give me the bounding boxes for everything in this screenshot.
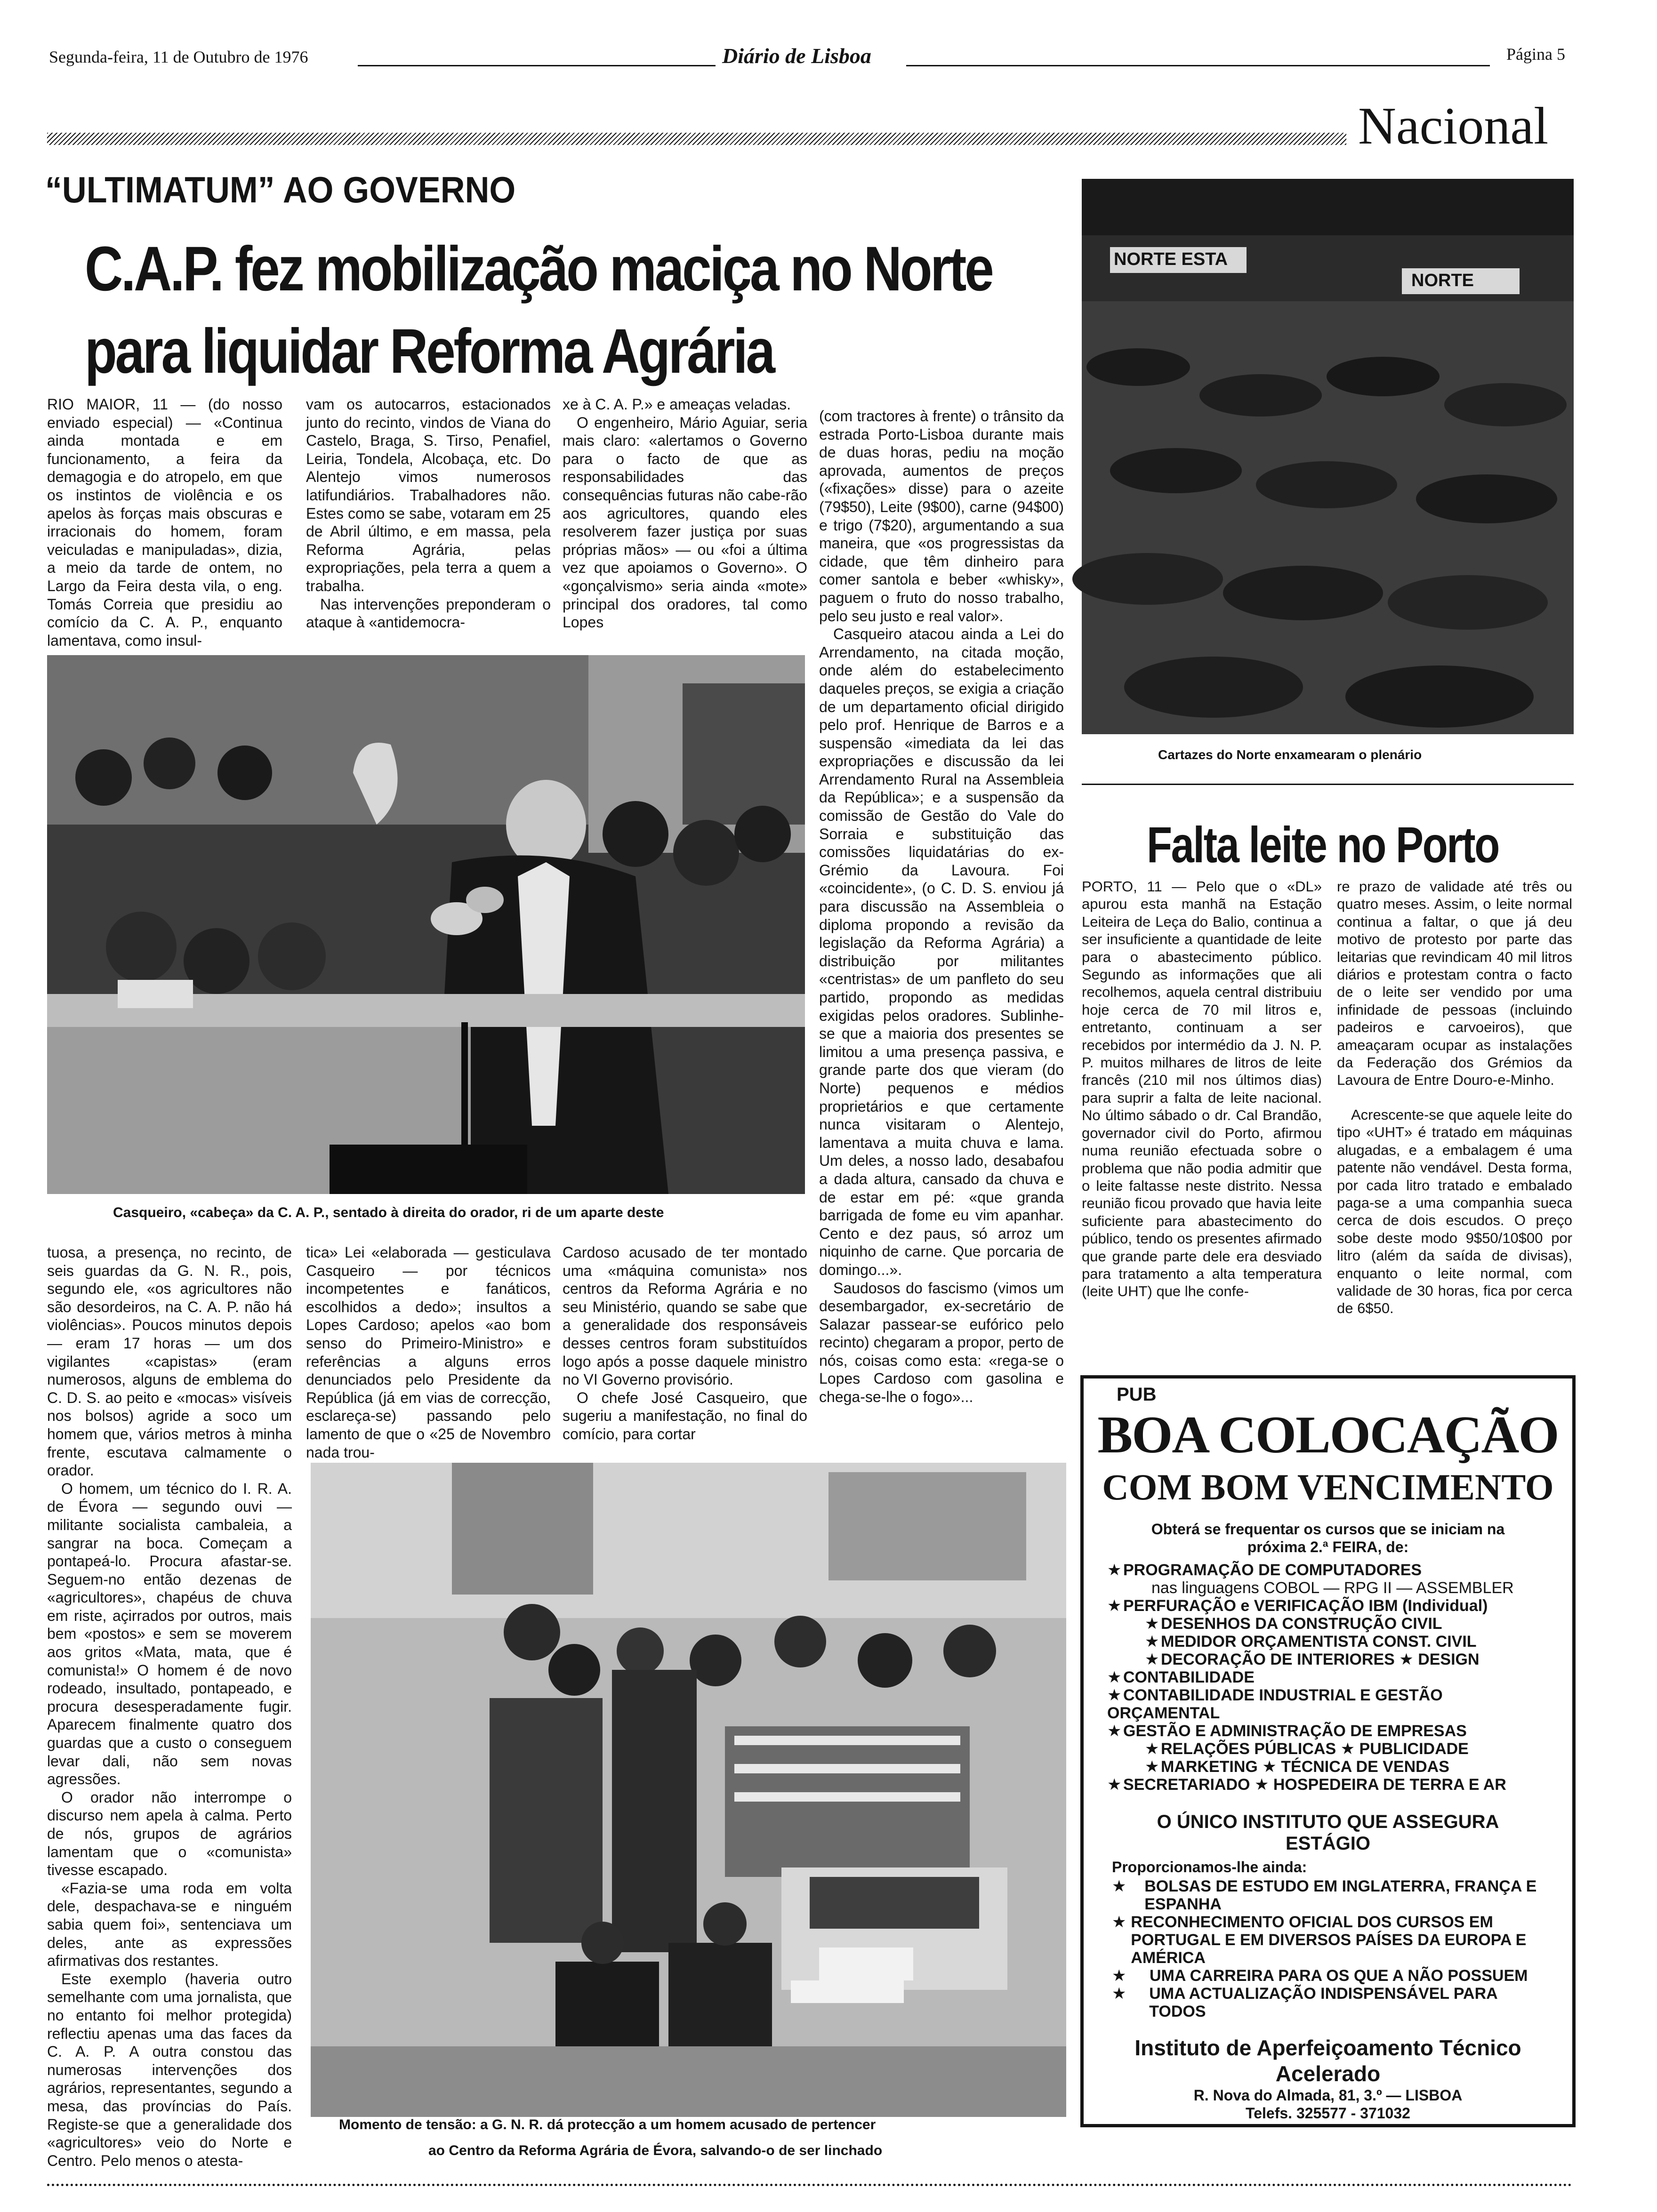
ad-course: ★ CONTABILIDADE <box>1107 1668 1255 1686</box>
paragraph: O homem, um técnico do I. R. A. de Évora — segundo ouvi — militante socialista cambaleia, a sangrar na boca. Começam a pontapeá-lo. Procura afastar-se. Seguem-no então dezenas de «agricultores», chapéus de chuva em riste, açirrados por outros, mais bem «postos» e sem se moverem aos gritos «Mata, mata, que é comunista!» O homem é de novo rodeado, insultado, pontapeado, e procura desesperadamente fugir. Aparecem finalmente quatro dos guardas que a custo o conseguem levar dali, não sem novas agressões. <box>47 1480 292 1788</box>
paragraph: vam os autocarros, estacionados junto do recinto, vindos de Viana do Castelo, Braga, S. Tirso, Penafiel, Leiria, Tondela, Alcobaça, etc. Do Alentejo vimos numerosos latifundiários. Trabalhadores não. Estes como se sabe, votaram em 25 de Abril último, e em massa, pela Reforma Agrária, pelas expropriações, pela terra a quem a trabalha. <box>306 396 551 594</box>
paragraph: Este exemplo (haveria outro semelhante com uma jornalista, que no entanto foi melhor protegida) reflectiu apenas uma das faces da C. A. P. A outra constou das numerosas intervenções dos agrários, representantes, segundo a mesa, das províncias do País. Registe-se que a generalidade dos «agricultores» veio do Norte e Centro. Pelo menos o atesta- <box>47 1970 292 2169</box>
ad-course: ★ DESENHOS DA CONSTRUÇÃO CIVIL <box>1145 1615 1442 1633</box>
article-column-7 <box>563 1243 807 1443</box>
article-column-6 <box>306 1243 551 1461</box>
kicker: “ULTIMATUM” AO GOVERNO <box>45 169 516 210</box>
headline-line-1: C.A.P. fez mobilização maciça no Norte <box>85 234 992 304</box>
milk-headline: Falta leite no Porto <box>1147 816 1499 873</box>
ad-title-line-1: BOA COLOCAÇÃO <box>1097 1406 1559 1464</box>
article-column-2 <box>306 395 551 647</box>
paragraph: Casqueiro atacou ainda a Lei do Arrendamento, na citada moção, onde além do estabelecimento daqueles preços, se exigia a criação de um departamento oficial dirigido pelo prof. Henrique de Barros e a suspensão «imediata da lei das expropriações e discussão da lei Arrendamento Rural na Assembleia da República»; e a suspensão da comissão de Gestão do Vale do Sorraia e substituição das comissões liquidatárias do ex-Grémio da Lavoura. Foi «coincidente», (o C. D. S. enviou já para discussão na Assembleia o diploma propondo a revisão da legislação da Reforma Agrária) a distribuição por militantes «centristas» de um panfleto do seu partido, propondo as medidas exigidas pelos oradores. Sublinhe-se que a maioria dos presentes se limitou a uma presença passiva, e grande parte dos que vieram (do Norte) pequenos e médios proprietários e que certamente nunca visitaram o Alentejo, lamentava a muita chuva e lama. Um deles, a nosso lado, desabafou a dada altura, cansado da chuva e de estar em pé: «que granda barrigada de fome eu vim apanhar. Cento e dez paus, só arroz um niquinho de carne. Que porcaria de domingo...». <box>819 625 1064 1278</box>
page-number: Página 5 <box>1506 45 1565 64</box>
ad-address: R. Nova do Almada, 81, 3.º — LISBOA <box>1193 2087 1463 2104</box>
article-column-3 <box>563 395 807 647</box>
ad-institute-line-1: Instituto de Aperfeiçoamento Técnico <box>1134 2036 1521 2060</box>
advertisement-box <box>1080 1375 1576 2127</box>
issue-date: Segunda-feira, 11 de Outubro de 1976 <box>49 48 308 66</box>
speaker-photo-illustration <box>47 655 805 1194</box>
ad-institute-line-2: Acelerado <box>1275 2061 1381 2086</box>
newspaper-name: Diário de Lisboa <box>722 44 871 68</box>
ad-course: ★ PROGRAMAÇÃO DE COMPUTADORES <box>1107 1561 1422 1579</box>
speaker-photo <box>47 655 805 1194</box>
banner-text-right: NORTE <box>1411 271 1474 290</box>
paragraph: O orador não interrompe o discurso nem apela à calma. Perto de nós, grupos de agrários lamentam que o «comunista» tivesse escapado. <box>47 1788 292 1879</box>
photo-caption-crowd: Cartazes do Norte enxamearam o plenário <box>1158 747 1422 762</box>
ad-course: nas linguagens COBOL — RPG II — ASSEMBLER <box>1151 1579 1514 1597</box>
paragraph: RIO MAIOR, 11 — (do nosso enviado especial) — «Continua ainda montada e em funcionamento, a feira da demagogia e do atropelo, em que os instintos de violência e os apelos às forças mais obscuras e irracionais do homem, foram veiculadas e manipuladas», dizia, a meio da tarde de ontem, no Largo da Feira desta vila, o eng. Tomás Correia que presidiu ao comício da C. A. P., enquanto lamentava, como insul- <box>47 396 282 649</box>
ad-intro-line-2: próxima 2.ª FEIRA, de: <box>1247 1539 1409 1555</box>
paragraph: Nas intervenções preponderam o ataque à «antidemocra- <box>306 595 551 631</box>
milk-column-1 <box>1082 878 1322 1348</box>
ad-course-list <box>1107 1561 1554 1794</box>
ad-unique-line-2: ESTÁGIO <box>1285 1833 1371 1854</box>
ad-phones: Telefs. 325577 - 371032 <box>1246 2105 1410 2122</box>
ad-extras-list <box>1112 1877 1554 2020</box>
rule-right-top <box>1082 784 1574 785</box>
footer-dotted-rule <box>47 2184 1572 2186</box>
masthead-rule-right <box>906 65 1490 66</box>
paragraph: Saudosos do fascismo (vimos um desembargador, ex-secretário de Salazar passear-se eufórico pelo recinto) chegaram a propor, perto de nós, coisas como esta: «rega-se o Lopes Cardoso com gasolina e chega-se-lhe o fogo»... <box>819 1279 1064 1406</box>
paragraph: xe à C. A. P.» e ameaças veladas. <box>563 396 791 413</box>
ad-course: ★ DECORAÇÃO DE INTERIORES ★ DESIGN <box>1145 1651 1480 1668</box>
section-hatch-bar <box>47 133 1346 145</box>
ad-course: ★ PERFURAÇÃO e VERIFICAÇÃO IBM (Individual) <box>1107 1597 1488 1615</box>
gnr-photo-illustration <box>311 1463 1066 2117</box>
paragraph: PORTO, 11 — Pelo que o «DL» apurou esta manhã na Estação Leiteira de Leça do Balio, continua a ser insuficiente a quantidade de leite para o abastecimento público. Segundo as informações que ali recolhemos, aquela central distribuiu hoje cerca de 70 mil litros e, entretanto, continuam a ser recebidos por intermédio da J. N. P. P. muitos milhares de litros de leite francês (210 mil nos últimos dias) para suprir a falta de leite nacional. No último sábado o dr. Cal Brandão, governador civil do Porto, afirmou numa reunião efectuada sobre o problema que não podia admitir que o leite faltasse neste distrito. Nessa reunião ficou provado que havia leite suficiente para abastecimento do público, tendo os presentes afirmado que grande parte dele era desviado para tratamento a alta temperatura (leite UHT) que lhe confe- <box>1082 878 1322 1300</box>
paragraph: «Fazia-se uma roda em volta dele, despachava-se e ninguém sabia quem foi», sentenciava um deles, ante as expressões afirmativas dos restantes. <box>47 1879 292 1970</box>
masthead-rule-left <box>358 65 716 66</box>
paragraph: O engenheiro, Mário Aguiar, seria mais claro: «alertamos o Governo para o facto de que as responsabilidades das consequências futuras não cabe-rão aos agricultores, quando eles resolverem fazer justiça por suas próprias mãos» — ou «foi a última vez que apoiamos o Governo». O «gonçalvismo» seria ainda «mote» principal dos oradores, tal como Lopes <box>563 414 807 631</box>
ad-course: ★ MARKETING ★ TÉCNICA DE VENDAS <box>1145 1758 1449 1776</box>
headline-line-2: para liquidar Reforma Agrária <box>85 316 773 386</box>
photo-caption-bottom-line-2: ao Centro da Reforma Agrária de Évora, salvando-o de ser linchado <box>428 2143 883 2158</box>
ad-intro-line-1: Obterá se frequentar os cursos que se iniciam na <box>1151 1521 1505 1538</box>
photo-caption-bottom-line-1: Momento de tensão: a G. N. R. dá protecção a um homem acusado de pertencer <box>339 2117 876 2132</box>
paragraph: (com tractores à frente) o trânsito da estrada Porto-Lisboa durante mais de duas horas, pediu na moção aprovada, aumentos de preços («fixações» disse) para o azeite (79$50), Leite (9$00), carne (94$00) e trigo (7$20), argumentando a sua maneira, que «os progressistas da cidade, que têm dinheiro para comer santola e beber «whisky», paguem o fruto do nosso trabalho, pelo seu justo e real valor». <box>819 408 1064 625</box>
section-title: Nacional <box>1358 97 1549 155</box>
article-column-4 <box>819 407 1064 1457</box>
article-column-1 <box>47 395 282 647</box>
photo-caption-main: Casqueiro, «cabeça» da C. A. P., sentado à direita do orador, ri de um aparte deste <box>113 1205 664 1220</box>
ad-course: ★ SECRETARIADO ★ HOSPEDEIRA DE TERRA E AR <box>1107 1776 1506 1794</box>
ad-extra: ★ UMA ACTUALIZAÇÃO INDISPENSÁVEL PARA TODOS <box>1112 1985 1497 2020</box>
ad-course: ★ GESTÃO E ADMINISTRAÇÃO DE EMPRESAS <box>1107 1722 1467 1740</box>
paragraph: tuosa, a presença, no recinto, de seis guardas da G. N. R., pois, segundo ele, «os agricultores não são desordeiros, na C. A. P. não há violências». Poucos minutos depois — eram 17 horas — um dos vigilantes «capistas» (eram numerosos, alguns de emblema do C. D. S. ao peito e «mocas» visíveis nos bolsos) agride a soco um homem que, vários metros à minha frente, escutava calmamente o orador. <box>47 1244 292 1479</box>
paragraph: re prazo de validade até três ou quatro meses. Assim, o leite normal continua a faltar, o que já deu motivo de protesto por parte das leitarias que revindicam 40 mil litros diários e protestam contra o facto de o leite ser vendido por uma infinidade de pessoas (incluindo padeiros e carvoeiros), que ameaçaram ocupar as instalações da Federação dos Grémios da Lavoura de Entre Douro-e-Minho. <box>1337 878 1572 1089</box>
ad-extra: ★ UMA CARREIRA PARA OS QUE A NÃO POSSUEM <box>1112 1967 1528 1985</box>
ad-course: ★ MEDIDOR ORÇAMENTISTA CONST. CIVIL <box>1145 1633 1477 1651</box>
gnr-protection-photo <box>311 1463 1066 2117</box>
paragraph: tica» Lei «elaborada — gesticulava Casqueiro — por técnicos incompetentes e fanáticos, escolhidos a dedo»; insultos a Lopes Cardoso; apelos «ao bom senso do Primeiro-Ministro» e referências a alguns erros denunciados pelo Presidente da República (já em vias de correcção, esclareça-se) passando pelo lamento de que o «25 de Novembro nada trou- <box>306 1244 551 1461</box>
milk-column-2 <box>1337 878 1572 1348</box>
banner-text-left: NORTE ESTA <box>1114 249 1228 269</box>
ad-extra: ★ RECONHECIMENTO OFICIAL DOS CURSOS EM PORTUGAL E EM DIVERSOS PAÍSES DA EUROPA E AMÉRICA <box>1112 1913 1527 1967</box>
ad-also: Proporcionamos-lhe ainda: <box>1112 1859 1307 1875</box>
ad-label: PUB <box>1117 1384 1157 1405</box>
ad-title-line-2: COM BOM VENCIMENTO <box>1102 1467 1554 1507</box>
paragraph: Cardoso acusado de ter montado uma «máquina comunista» nos centros da Reforma Agrária e no seu Ministério, quando se sabe que a generalidade dos responsáveis desses centros foram substituídos logo após a posse daquele ministro no VI Governo provisório. <box>563 1244 807 1388</box>
ad-course: ★ CONTABILIDADE INDUSTRIAL E GESTÃO ORÇAMENTAL <box>1107 1686 1443 1722</box>
paragraph: Acrescente-se que aquele leite do tipo «UHT» é tratado em máquinas alugadas, e a embalagem é uma patente não vendável. Desta forma, por cada litro tratado e embalado paga-se a uma companhia sueca cerca de dois escudos. O preço sobe deste modo 9$50/10$00 por litro (além da saída de divisas), enquanto o leite normal, com validade de 30 horas, fica por cerca de 6$50. <box>1337 1106 1572 1317</box>
ad-extra: ★ BOLSAS DE ESTUDO EM INGLATERRA, FRANÇA E ESPANHA <box>1112 1877 1537 1913</box>
ad-course: ★ RELAÇÕES PÚBLICAS ★ PUBLICIDADE <box>1145 1740 1469 1758</box>
paragraph: O chefe José Casqueiro, que sugeriu a manifestação, no final do comício, para cortar <box>563 1389 807 1443</box>
article-column-5 <box>47 1243 292 2169</box>
crowd-banners-photo <box>1082 179 1574 734</box>
ad-unique-line-1: O ÚNICO INSTITUTO QUE ASSEGURA <box>1157 1811 1499 1832</box>
